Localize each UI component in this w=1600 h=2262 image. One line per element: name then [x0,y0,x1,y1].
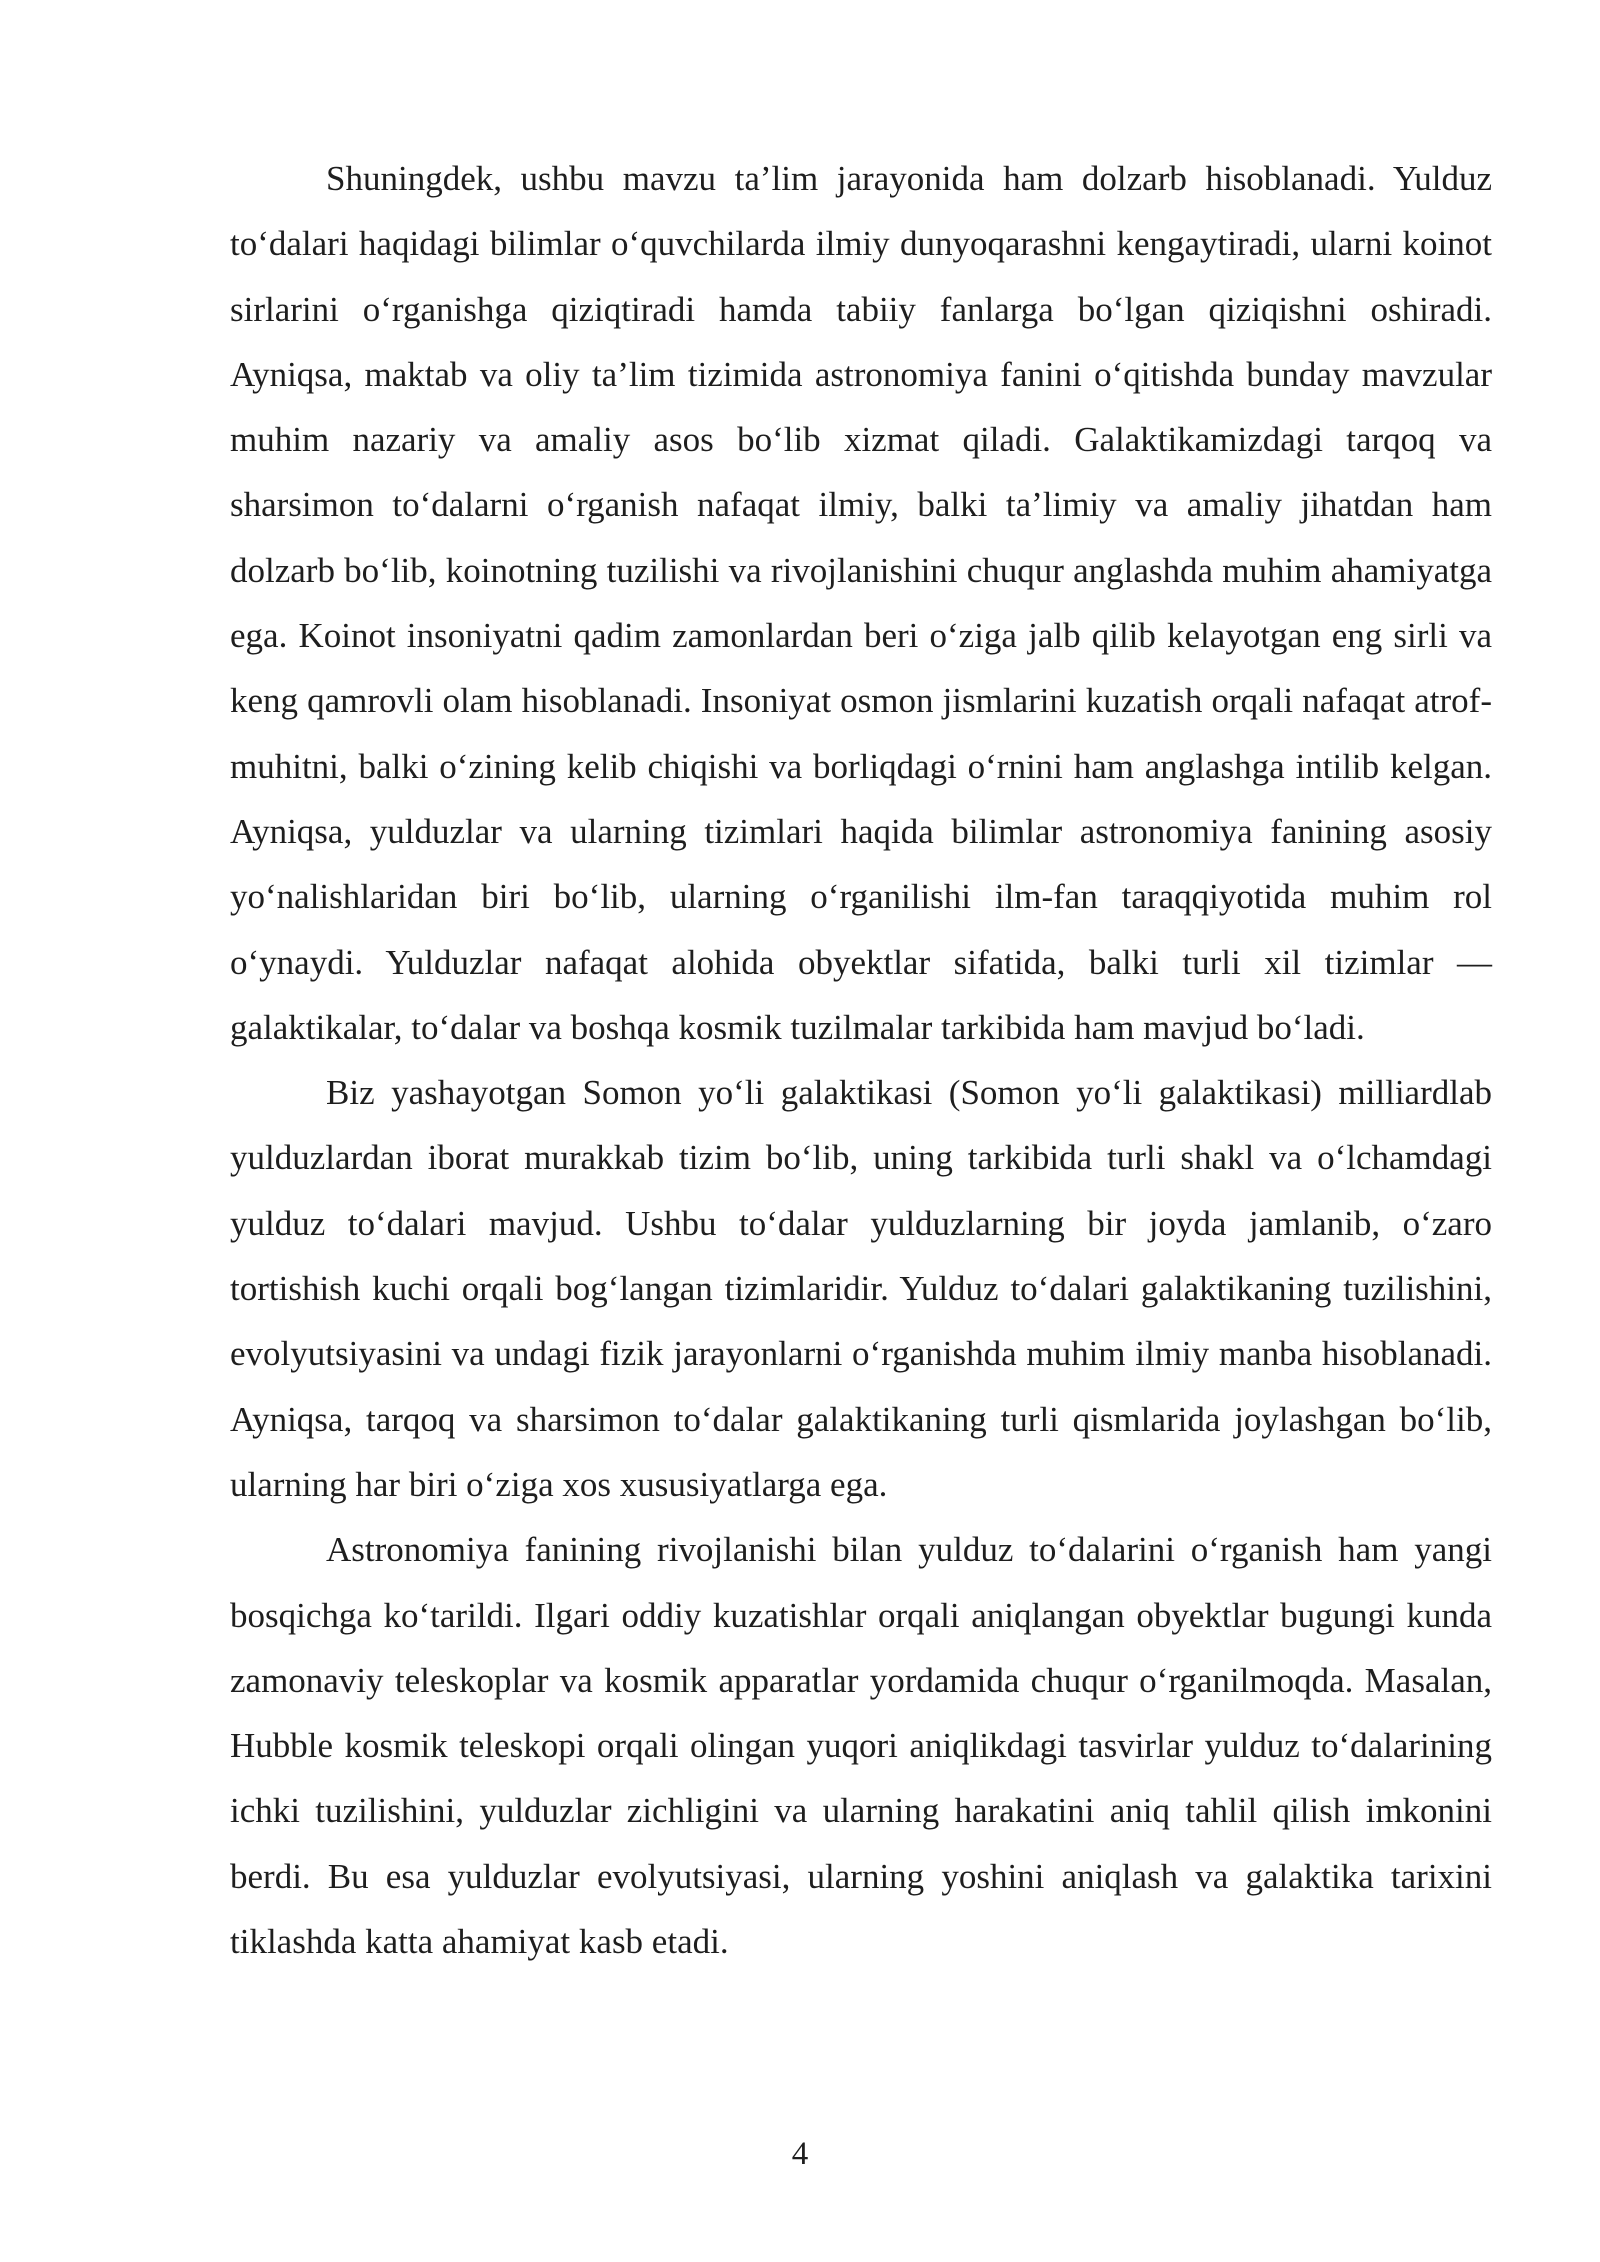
paragraph-3: Astronomiya fanining rivojlanishi bilan yulduz to‘dalarini o‘rganish ham yangi bosqichga ko‘tarildi. Ilgari oddiy kuzatishlar orqali aniqlangan obyektlar bugungi kunda zamonaviy teleskoplar va kosmik apparatlar yordamida chuqur o‘rganilmoqda. Masalan, Hubble kosmik teleskopi orqali olingan yuqori aniqlikdagi tasvirlar yulduz to‘dalarining ichki tuzilishini, yulduzlar zichligini va ularning harakatini aniq tahlil qilish imkonini berdi. Bu esa yulduzlar evolyutsiyasi, ularning yoshini aniqlash va galaktika tarixini tiklashda katta ahamiyat kasb etadi. [230,1530,1492,1962]
paragraph-2: Biz yashayotgan Somon yo‘li galaktikasi (Somon yo‘li galaktikasi) milliardlab yulduzlardan iborat murakkab tizim bo‘lib, uning tarkibida turli shakl va o‘lchamdagi yulduz to‘dalari mavjud. Ushbu to‘dalar yulduzlarning bir joyda jamlanib, o‘zaro tortishish kuchi orqali bog‘langan tizimlaridir. Yulduz to‘dalari galaktikaning tuzilishini, evolyutsiyasini va undagi fizik jarayonlarni o‘rganishda muhim ilmiy manba hisoblanadi. Ayniqsa, tarqoq va sharsimon to‘dalar galaktikaning turli qismlarida joylashgan bo‘lib, ularning har biri o‘ziga xos xususiyatlarga ega. [230,1073,1492,1504]
page-number: 4 [791,2136,809,2172]
paragraph-1: Shuningdek, ushbu mavzu ta’lim jarayonida ham dolzarb hisoblanadi. Yulduz to‘dalari haqidagi bilimlar o‘quvchilarda ilmiy dunyoqarashni kengaytiradi, ularni koinot sirlarini o‘rganishga qiziqtiradi hamda tabiiy fanlarga bo‘lgan qiziqishni oshiradi. Ayniqsa, maktab va oliy ta’lim tizimida astronomiya fanini o‘qitishda bunday mavzular muhim nazariy va amaliy asos bo‘lib xizmat qiladi. Galaktikamizdagi tarqoq va sharsimon to‘dalarni o‘rganish nafaqat ilmiy, balki ta’limiy va amaliy jihatdan ham dolzarb bo‘lib, koinotning tuzilishi va rivojlanishini chuqur anglashda muhim ahamiyatga ega. Koinot insoniyatni qadim zamonlardan beri o‘ziga jalb qilib kelayotgan eng sirli va keng qamrovli olam hisoblanadi. Insoniyat osmon jismlarini kuzatish orqali nafaqat atrof-muhitni, balki o‘zining kelib chiqishi va borliqdagi o‘rnini ham anglashga intilib kelgan. Ayniqsa, yulduzlar va ularning tizimlari haqida bilimlar astronomiya fanining asosiy yo‘nalishlaridan biri bo‘lib, ularning o‘rganilishi ilm-fan taraqqiyotida muhim rol o‘ynaydi. Yulduzlar nafaqat alohida obyektlar sifatida, balki turli xil tizimlar — galaktikalar, to‘dalar va boshqa kosmik tuzilmalar tarkibida ham mavjud bo‘ladi. [230,159,1492,1047]
document-body [230,146,1492,1974]
